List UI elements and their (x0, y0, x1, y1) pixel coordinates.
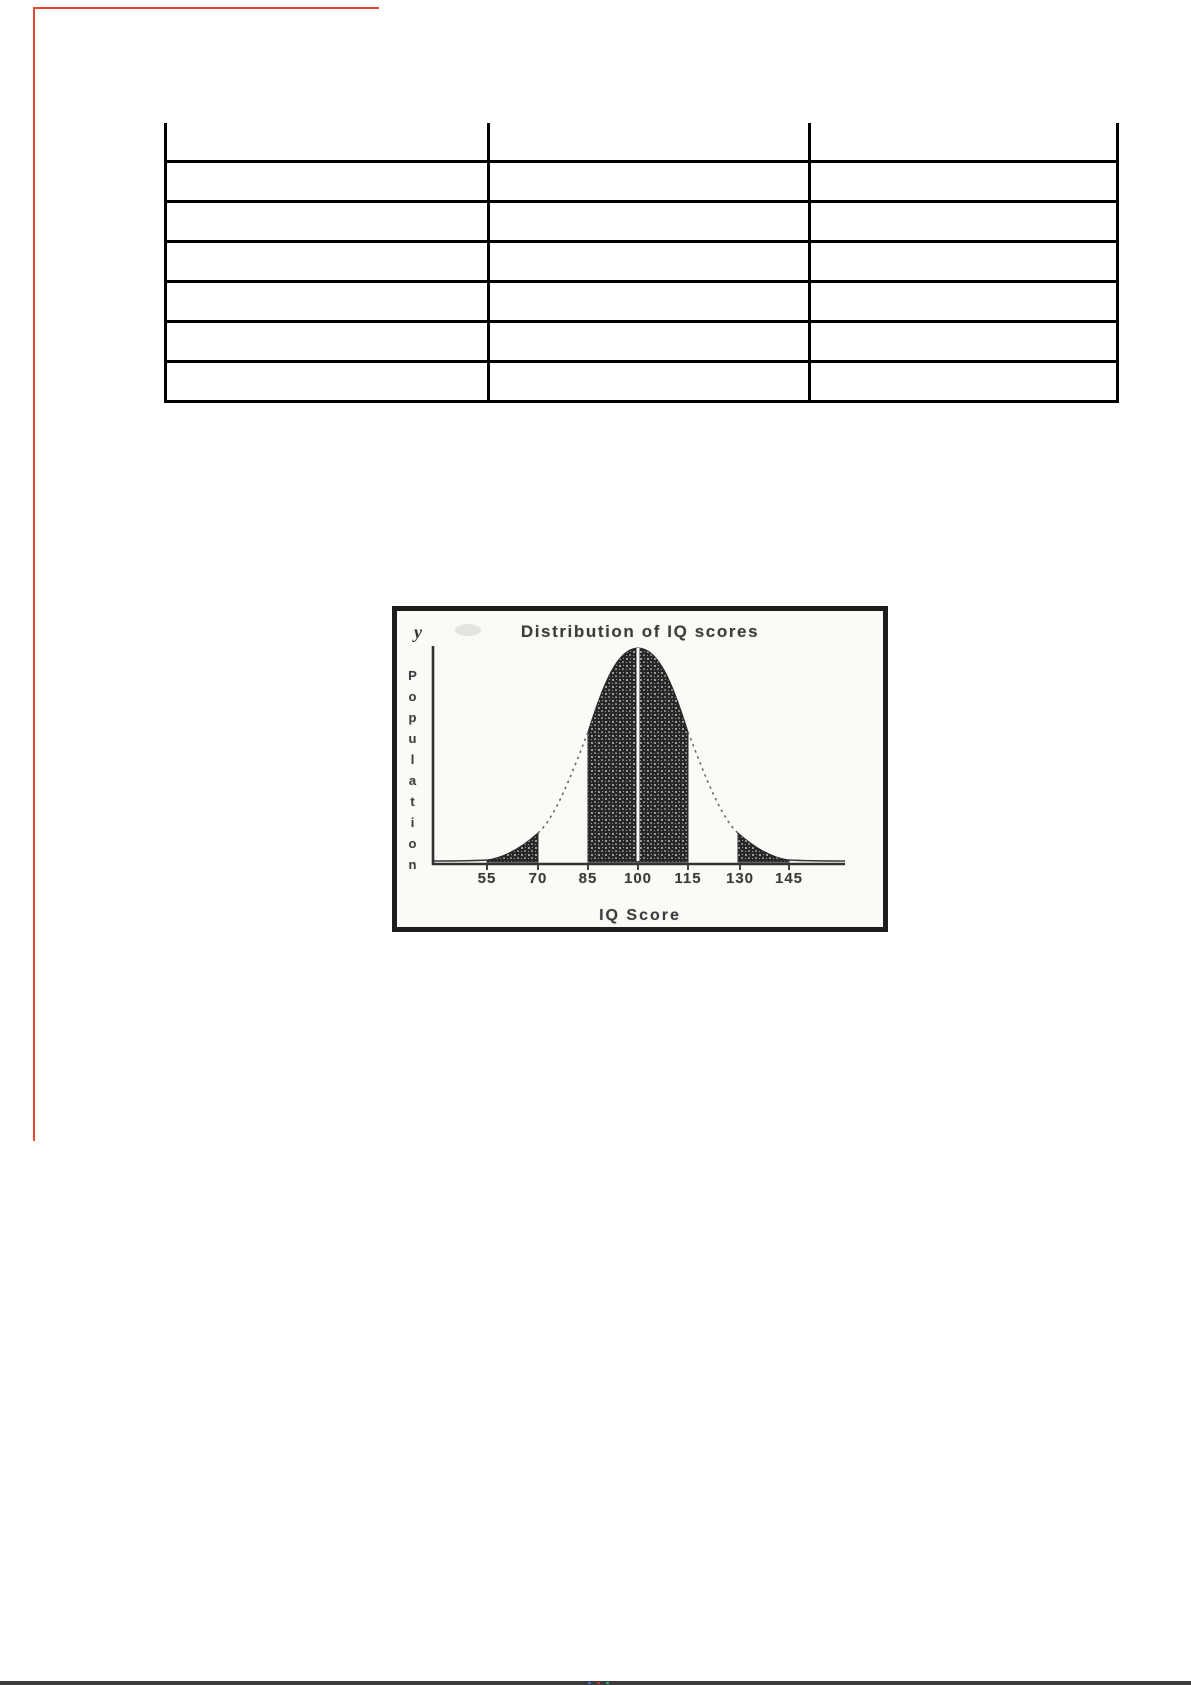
table-cell (810, 242, 1118, 282)
bottom-bar-dot (597, 1682, 600, 1684)
x-tick-label: 145 (774, 870, 804, 887)
bottom-edge-bar (0, 1681, 1191, 1685)
y-axis-label: Population (405, 668, 420, 878)
shaded-area-right-tail (738, 833, 789, 862)
table-row (166, 282, 1118, 322)
x-tick-label: 70 (528, 870, 548, 887)
x-tick-label: 55 (477, 870, 497, 887)
table-cell (166, 202, 489, 242)
table-cell (489, 362, 810, 402)
table-cell (166, 123, 489, 162)
x-axis-label: IQ Score (599, 907, 681, 924)
table-cell (489, 242, 810, 282)
table-cell (810, 202, 1118, 242)
table-cell (489, 123, 810, 162)
margin-guide-horizontal (33, 7, 379, 9)
table-cell (489, 162, 810, 202)
table-cell (810, 282, 1118, 322)
bottom-bar-dot (606, 1682, 609, 1684)
table-cell (810, 362, 1118, 402)
table-cell (166, 242, 489, 282)
chart-title: Distribution of IQ scores (520, 622, 760, 641)
table-cell (489, 282, 810, 322)
table-row (166, 322, 1118, 362)
curve-dotted-right (688, 732, 738, 833)
table-cell (810, 162, 1118, 202)
data-table (164, 123, 1119, 403)
table-cell (810, 322, 1118, 362)
table-cell (166, 362, 489, 402)
curve-dotted-left (538, 732, 588, 833)
x-tick-label: 100 (623, 870, 653, 887)
table-row (166, 123, 1118, 162)
table-row (166, 242, 1118, 282)
table-row (166, 362, 1118, 402)
curve-solid-right (789, 860, 845, 861)
table-cell (166, 322, 489, 362)
table-row (166, 162, 1118, 202)
x-tick-label: 85 (578, 870, 598, 887)
table-cell (166, 162, 489, 202)
curve-solid-left (433, 860, 487, 861)
table-cell (166, 282, 489, 322)
table-cell (489, 202, 810, 242)
table-cell (489, 322, 810, 362)
shaded-area-left-tail (487, 833, 538, 862)
x-tick-label: 115 (674, 870, 702, 887)
margin-guide-vertical (33, 7, 35, 1141)
bottom-bar-dot (588, 1682, 591, 1684)
y-axis-symbol: y (414, 622, 422, 642)
bell-curve-plot (422, 636, 852, 882)
x-tick-label: 130 (725, 870, 755, 887)
table-row (166, 202, 1118, 242)
table-cell (810, 123, 1118, 162)
iq-distribution-figure (392, 606, 888, 932)
